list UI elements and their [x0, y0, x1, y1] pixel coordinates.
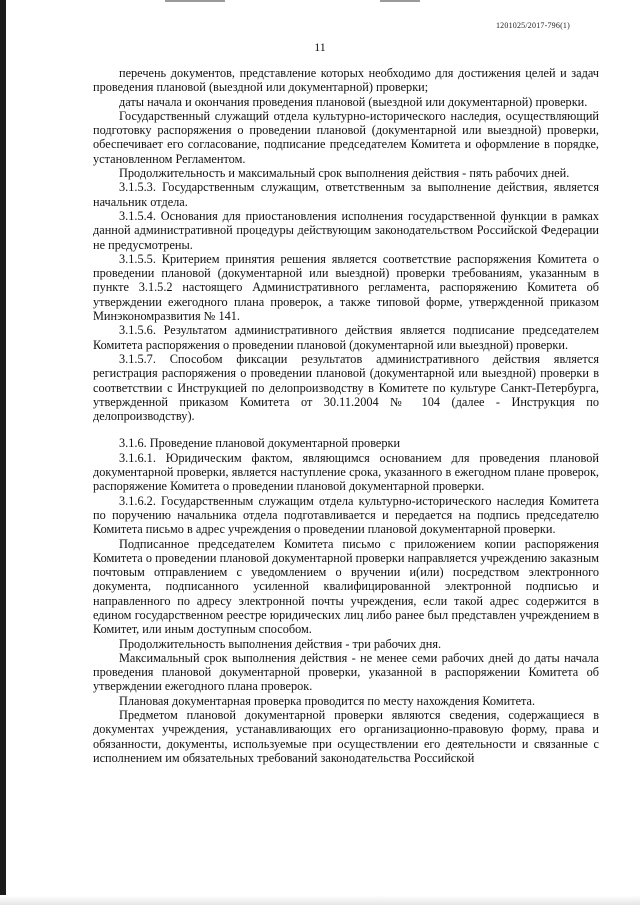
paragraph: 3.1.5.7. Способом фиксации результатов административного действия является регистрация распоряжения о проведении плановой (документарной или выездной) проверки в соответствии с Инструкцией по делопроизводству в Комитете по культуре Санкт-Петербурга, утвержденной приказом Комитета от 30.11.2004 № 104 (далее - Инструкция по делопроизводству).	[93, 351, 599, 424]
page-number: 11	[314, 40, 326, 54]
scan-top-mark	[380, 0, 420, 2]
paragraph: Максимальный срок выполнения действия - не менее семи рабочих дней до даты начала проведения плановой документарной проверки, указанной в распоряжении Комитета об утверждении ежегодного плана проверок.	[93, 650, 599, 694]
paragraph: Предметом плановой документарной проверки являются сведения, содержащиеся в документах учреждения, устанавливающих его организационно-правовую форму, права и обязанности, документы, используемые при осуществлении его деятельности и связанные с исполнением им обязательных требований законодательства Российской	[93, 708, 599, 765]
paragraph: 3.1.5.5. Критерием принятия решения является соответствие распоряжения Комитета о проведении плановой (документарной или выездной) проверки требованиям, указанным в пункте 3.1.5.2 настоящего Административного регламента, распоряжению Комитета об утверждении ежегодного плана проверок, а также типовой форме, утвержденной приказом Минэкономразвития № 141.	[93, 251, 599, 324]
paragraph: 3.1.5.4. Основания для приостановления исполнения государственной функции в рамках данной административной процедуры действующим законодательством Российской Федерации не предусмотрены.	[93, 208, 599, 252]
scan-bottom-shadow	[0, 895, 640, 905]
scan-top-mark	[165, 0, 225, 2]
paragraph: 3.1.6.2. Государственным служащим отдела культурно-исторического наследия Комитета по поручению начальника отдела подготавливается и передается на подпись председателю Комитета письмо в адрес учреждения о проведении плановой документарной проверки.	[93, 493, 599, 537]
paragraph: даты начала и окончания проведения плановой (выездной или документарной) проверки.	[119, 94, 588, 109]
paragraph: Продолжительность и максимальный срок выполнения действия - пять рабочих дней.	[119, 166, 570, 181]
paragraph: 3.1.5.3. Государственным служащим, ответственным за выполнение действия, является начальник отдела.	[93, 180, 599, 209]
paragraph: Подписанное председателем Комитета письмо с приложением копии распоряжения Комитета о проведении плановой документарной проверки направляется учреждению заказным почтовым отправлением с уведомлением о вручении и(или) посредством электронного документа, подписанного усиленной квалифицированной электронной подписью и направленного по адресу электронной почты учреждения, если такой адрес содержится в едином государственном реестре юридических лиц либо ранее был представлен учреждением в Комитет, или иным доступным способом.	[93, 536, 599, 637]
paragraph: Продолжительность выполнения действия - три рабочих дня.	[119, 636, 442, 651]
paragraph: Государственный служащий отдела культурно-исторического наследия, осуществляющий подготовку распоряжения о проведении плановой (документарной или выездной) проверки, обеспечивает его согласование, подписание председателем Комитета и оформление в порядке, установленном Регламентом.	[93, 108, 599, 166]
paragraph: 3.1.6.1. Юридическим фактом, являющимся основанием для проведения плановой документарной проверки, является наступление срока, указанного в ежегодном плане проверок, распоряжение Комитета о проведении плановой документарной проверки.	[93, 450, 599, 494]
paragraph: Плановая документарная проверка проводится по месту нахождения Комитета.	[119, 693, 536, 708]
document-id: 1201025/2017-796(1)	[495, 21, 570, 30]
section-heading: 3.1.6. Проведение плановой документарной проверки	[119, 436, 401, 451]
paragraph: перечень документов, представление которых необходимо для достижения целей и задач проведения плановой (выездной или документарной) проверки;	[93, 66, 599, 95]
paragraph: 3.1.5.6. Результатом административного действия является подписание председателем Комитета распоряжения о проведении плановой (документарной или выездной) проверки.	[93, 323, 599, 352]
document-body	[93, 66, 599, 765]
scan-left-edge	[0, 0, 6, 905]
